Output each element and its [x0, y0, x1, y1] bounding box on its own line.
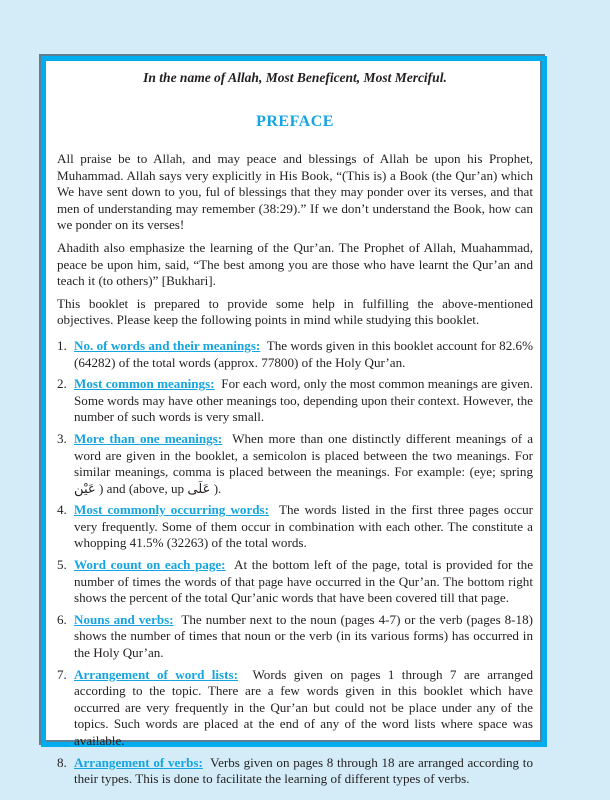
list-item-body: [74, 431, 533, 497]
list-item-body: [74, 612, 533, 662]
list-item-heading: Arrangement of word lists:: [74, 666, 238, 682]
list-item: [57, 667, 533, 750]
list-item-heading: Most common meanings:: [74, 376, 215, 392]
list-item-number: 6.: [57, 611, 67, 627]
list-item-number: 8.: [57, 754, 67, 770]
list-item-text: At the bottom left of the page, total is provided for the number of times the words of that page have occurred in the Qur’an. The bottom right shows the percent of the total Qur’anic words that have been covered till that page.: [74, 557, 534, 606]
list-item: [57, 376, 533, 426]
list-item-text: The words listed in the first three pages occur very frequently. Some of them occur in combination with each other. The constitute a whopping 41.5% (32263) of the total words.: [74, 502, 533, 551]
list-item-body: [74, 667, 533, 750]
preface-title: PREFACE: [256, 113, 334, 130]
list-item-number: 3.: [57, 430, 67, 446]
list-item-body: [74, 755, 533, 788]
preface-paragraph: Ahadith also emphasize the learning of the Qur’an. The Prophet of Allah, Muahammad, peace be upon him, said, “The best among you are those who have learnt the Qur’an and teach it (to others)” [Bukhari].: [57, 239, 533, 289]
list-item-number: 7.: [57, 666, 67, 682]
preface-paragraph: All praise be to Allah, and may peace and blessings of Allah be upon his Prophet, Muhammad. Allah says very explicitly in His Book, “(This is) a Book (the Qur’an) which We have sent down to you, ful of blessings that they may ponder over its verses, and that men of understanding may remember (38:29).” If we don’t understand the Book, how can we ponder on its verses!: [57, 151, 533, 233]
list-item-heading: No. of words and their meanings:: [74, 337, 261, 353]
list-item-heading: Most commonly occurring words:: [74, 502, 269, 518]
list-item-number: 5.: [57, 557, 67, 573]
preface-paragraph: This booklet is prepared to provide some help in fulfilling the above-mentioned objectives. Please keep the following points in mind while studying this booklet.: [57, 295, 533, 328]
list-item-text: For each word, only the most common meanings are given. Some words may have other meanings too, depending upon their context. However, the number of such words is very small.: [74, 376, 534, 425]
list-item-text: The number next to the noun (pages 4-7) or the verb (pages 8-18) shows the number of times that noun or the verb (in its various forms) has occurred in the Holy Qur’an.: [74, 611, 533, 661]
list-item-body: [74, 557, 533, 607]
list-item-heading: Arrangement of verbs:: [74, 754, 203, 770]
list-item-body: [74, 502, 533, 552]
list-item-heading: Nouns and verbs:: [74, 611, 174, 627]
list-item-body: [74, 338, 533, 371]
list-item-body: [74, 376, 533, 426]
list-item-number: 1.: [57, 337, 67, 353]
list-item: [57, 612, 533, 662]
content-frame: [41, 56, 547, 787]
preface-body: [57, 151, 533, 788]
list-item-text: Verbs given on pages 8 through 18 are arranged according to their types. This is done to facilitate the learning of different types of verbs.: [74, 754, 533, 787]
points-list: [57, 338, 533, 788]
list-item: [57, 755, 533, 788]
list-item-number: 4.: [57, 502, 67, 518]
list-item-number: 2.: [57, 376, 67, 392]
list-item-text: When more than one distinctly different meanings of a word are given in the booklet, a semicolon is placed between the two meanings. For similar meanings, comma is placed between the meanings. For example: (eye; spring عَيْن ) and (above, up عَلَى ).: [74, 430, 534, 496]
list-item-heading: More than one meanings:: [74, 430, 223, 446]
list-item-heading: Word count on each page:: [74, 557, 226, 573]
list-item-text: Words given on pages 1 through 7 are arranged according to the topic. There are a few words given in this booklet which have occurred are very frequently in the Qur’an but could not be place under any of the topics. Such words are placed at the end of any of the word lists where space was available.: [74, 666, 534, 748]
list-item: [57, 431, 533, 497]
list-item: [57, 502, 533, 552]
list-item: [57, 338, 533, 371]
bismillah-line: In the name of Allah, Most Beneficent, Most Merciful.: [143, 70, 447, 85]
list-item-text: The words given in this booklet account for 82.6% (64282) of the total words (approx. 77800) of the Holy Qur’an.: [74, 337, 533, 370]
list-item: [57, 557, 533, 607]
